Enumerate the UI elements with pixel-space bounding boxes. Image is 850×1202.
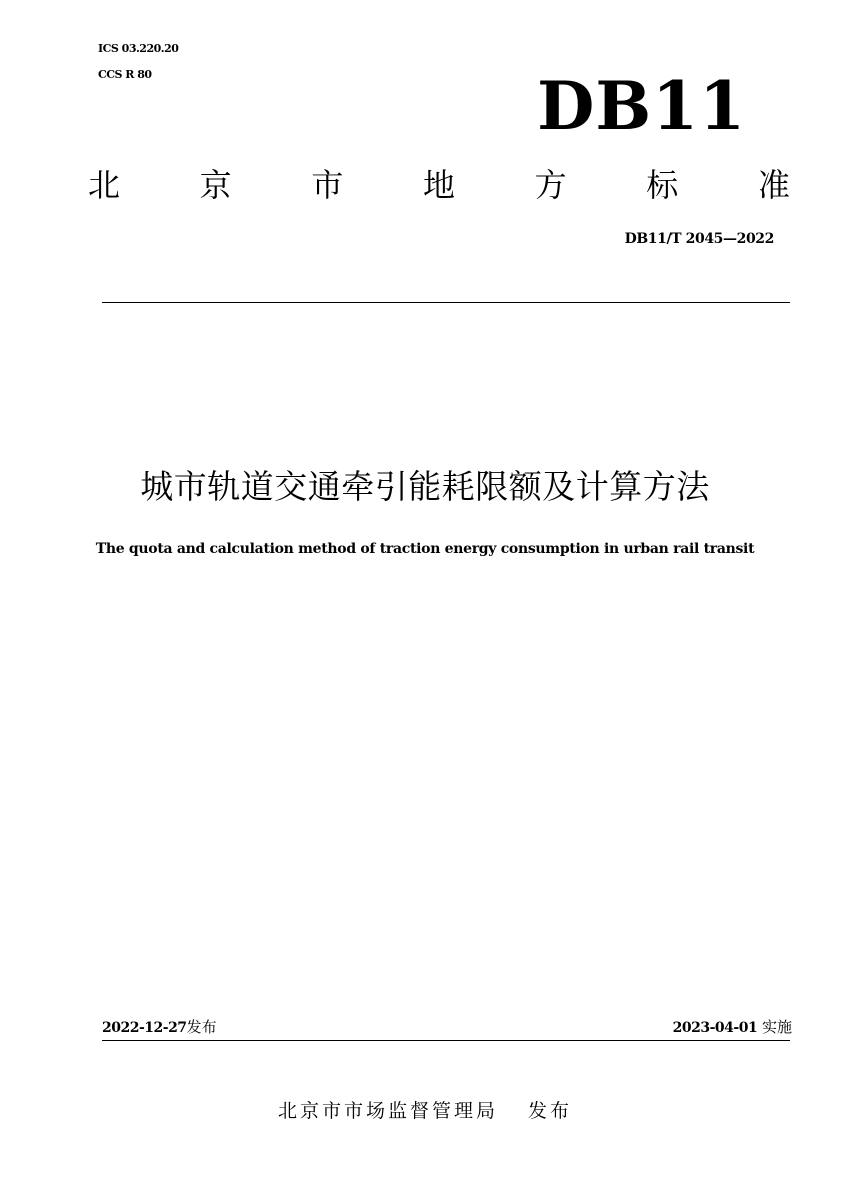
standard-type-char: 京 bbox=[199, 166, 232, 204]
standard-number: DB11/T 2045—2022 bbox=[624, 231, 774, 247]
title-chinese: 城市轨道交通牵引能耗限额及计算方法 bbox=[140, 467, 710, 506]
db-logo: DB11 bbox=[537, 67, 746, 145]
standard-type-char: 地 bbox=[422, 166, 455, 204]
bottom-divider bbox=[102, 1040, 790, 1041]
implement-date-row bbox=[673, 1016, 792, 1039]
ics-code: ICS 03.220.20 bbox=[98, 42, 179, 55]
standard-type bbox=[88, 161, 790, 209]
implement-date: 2023-04-01 bbox=[672, 1020, 758, 1036]
publish-label: 发布 bbox=[186, 1018, 217, 1036]
title-english: The quota and calculation method of traction energy consumption in urban rail transit bbox=[95, 541, 755, 557]
publish-date-row bbox=[102, 1016, 217, 1039]
publish-date: 2022-12-27 bbox=[102, 1020, 187, 1036]
standard-type-char: 北 bbox=[88, 166, 121, 204]
issuer-name: 北京市市场监督管理局 bbox=[277, 1100, 498, 1122]
standard-type-char: 市 bbox=[311, 166, 344, 204]
standard-type-char: 准 bbox=[757, 166, 790, 204]
top-divider bbox=[102, 302, 790, 303]
issuer-action: 发布 bbox=[528, 1100, 573, 1122]
ccs-code: CCS R 80 bbox=[98, 68, 152, 81]
standard-type-char: 方 bbox=[534, 166, 567, 204]
issuer-line bbox=[0, 1096, 850, 1126]
implement-label: 实施 bbox=[761, 1018, 792, 1036]
standard-type-char: 标 bbox=[646, 166, 679, 204]
